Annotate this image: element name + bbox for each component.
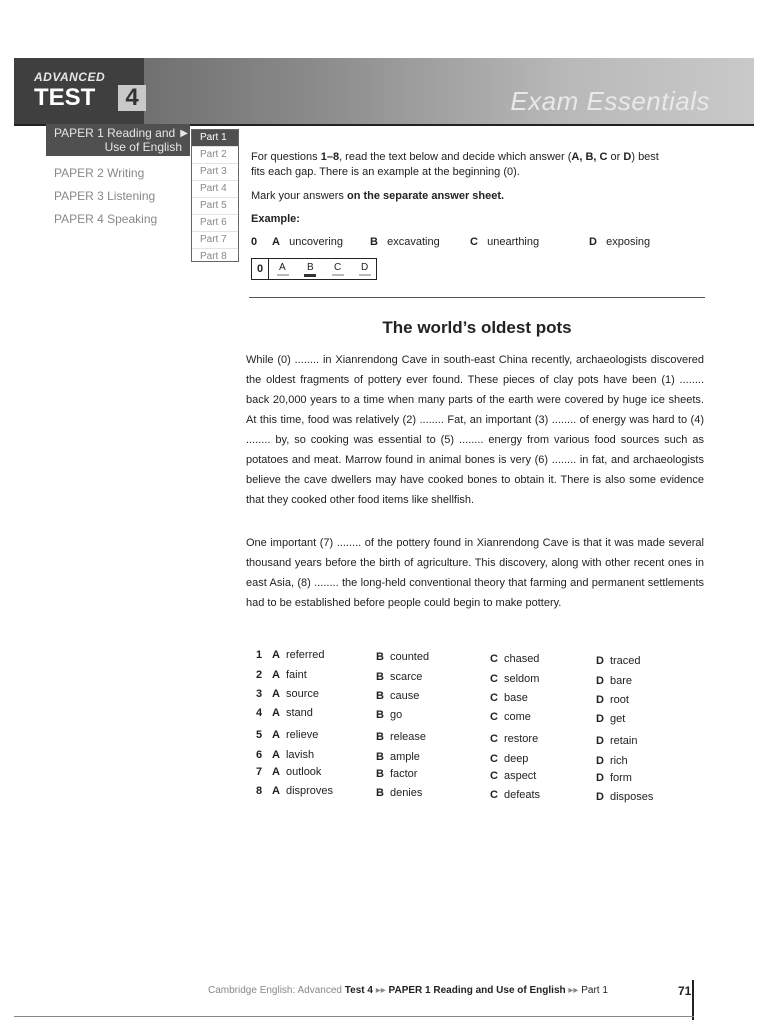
option-a: A lavish [272,749,315,761]
question-number: 1 [256,649,263,661]
example-answer-box [251,258,377,280]
text-title: The world’s oldest pots [382,318,572,337]
footer-test: Test 4 [344,985,373,996]
question-number: 3 [256,688,263,700]
exam-essentials-title: Exam Essentials [510,86,710,116]
paper4-nav-item[interactable]: PAPER 4 Speaking [54,212,158,226]
option-a: A referred [272,649,325,661]
option-a: A source [272,688,319,700]
option-b: B counted [376,651,430,663]
instructions-line-1: For questions 1–8, read the text below and decide which answer (A, B, C or D) best [251,151,659,163]
arrow-right-icon: ▶ [180,128,188,139]
part-item[interactable]: Part 1 [192,130,238,147]
footer-part: Part 1 [581,985,608,996]
page-number: 71 [678,984,692,998]
option-a: A stand [272,707,313,719]
option-a: A relieve [272,729,319,741]
option-d: D disposes [596,791,654,803]
option-a: A outlook [272,766,322,778]
option-b: B factor [376,768,418,780]
option-a: A disproves [272,785,334,797]
text-paragraph-2: One important (7) ........ of the pottery found in Xianrendong Cave is that it was made several thousand years before the birth of agriculture. This discovery, along with other recent ones in east Asia, (8) ........ the long-held conventional theory that farming and permanent settlements had to be established before people could begin to make pottery. [246,537,704,609]
example-label: Example: [251,213,300,225]
advanced-label: ADVANCED [34,70,106,84]
option-c: C deep [490,753,529,765]
test-header [14,58,754,126]
footer-paper: PAPER 1 Reading and Use of English [388,985,566,996]
paper2-nav-item[interactable]: PAPER 2 Writing [54,166,145,180]
answer-option-b: B [307,262,314,273]
answer-option-c: C [334,262,342,273]
answer-mark-b-selected [304,274,316,277]
part-item[interactable]: Part 2 [192,147,238,164]
option-d: D root [596,694,629,706]
double-arrow-icon: ▸▸ [375,985,386,996]
answer-mark-c [332,274,344,276]
part-item[interactable]: Part 4 [192,181,238,198]
option-d: D rich [596,755,628,767]
part-item[interactable]: Part 8 [200,251,227,262]
double-arrow-icon: ▸▸ [568,985,579,996]
page-bar [692,980,694,1020]
option-b: B ample [376,751,420,763]
instructions-line-3: Mark your answers on the separate answer sheet. [251,190,505,202]
option-b: B release [376,731,427,743]
option-d: D get [596,713,626,725]
part-item[interactable]: Part 6 [192,215,238,232]
option-c: C come [490,711,531,723]
option-d: D traced [596,655,641,667]
part-item[interactable]: Part 7 [192,232,238,249]
footer-series: Cambridge English: Advanced [208,985,342,996]
divider [249,297,705,298]
option-b: B denies [376,787,423,799]
question-number: 2 [256,669,263,681]
question-number: 8 [256,785,263,797]
question-number: 5 [256,729,263,741]
answer-option-d: D [361,262,369,273]
option-d: D bare [596,675,632,687]
part-item[interactable]: Part 5 [192,198,238,215]
answer-mark-d [359,274,371,276]
paper1-nav-item[interactable] [46,124,190,156]
example-option-b: B excavating [370,236,440,248]
option-d: D form [596,772,632,784]
question-number: 4 [256,707,263,719]
example-box-number: 0 [252,259,269,279]
paper1-label: PAPER 1 Reading and [54,126,176,140]
option-c: C chased [490,653,540,665]
answer-option-a: A [279,262,286,273]
option-c: C base [490,692,528,704]
question-number: 6 [256,749,263,761]
option-c: C restore [490,733,539,745]
instructions-line-2: fits each gap. There is an example at the beginning (0). [251,166,520,178]
parts-list [191,129,239,262]
option-b: B cause [376,690,420,702]
question-number: 7 [256,766,263,778]
option-c: C aspect [490,770,537,782]
option-d: D retain [596,735,638,747]
option-b: B scarce [376,671,423,683]
page-footer [208,985,608,996]
option-b: B go [376,709,403,721]
option-a: A faint [272,669,307,681]
paper1-label-2: Use of English [104,140,182,154]
answer-mark-a [277,274,289,276]
example-number: 0 [251,236,258,248]
part-item[interactable]: Part 3 [192,164,238,181]
footer-rule [14,1016,694,1017]
option-c: C seldom [490,673,540,685]
example-option-c: C unearthing [470,236,540,248]
text-paragraph-1: While (0) ........ in Xianrendong Cave in south-east China recently, archaeologists discovered the oldest fragments of pottery ever found. These pieces of clay pots have been (1) ........ back 20,000 years to a time when many parts of the earth were covered by huge ice sheets. At this time, food was relatively (2) ........ Fat, an important (3) ........ of energy was hard to (4) ........ by, so cooking was essential to (5) ........ energy from various food sources such as potatoes and meat. Marrow found in animal bones is very (6) ........ in fat, and archaeologists believe the cave dwellers may have cooked bones to obtain it. There is also some evidence that they cooked other food items like shellfish. [246,354,704,506]
option-c: C defeats [490,789,541,801]
test-label: TEST [34,84,96,111]
paper3-nav-item[interactable]: PAPER 3 Listening [54,189,156,203]
example-option-a: A uncovering [272,236,343,248]
example-option-d: D exposing [589,236,651,248]
test-number: 4 [118,85,146,111]
